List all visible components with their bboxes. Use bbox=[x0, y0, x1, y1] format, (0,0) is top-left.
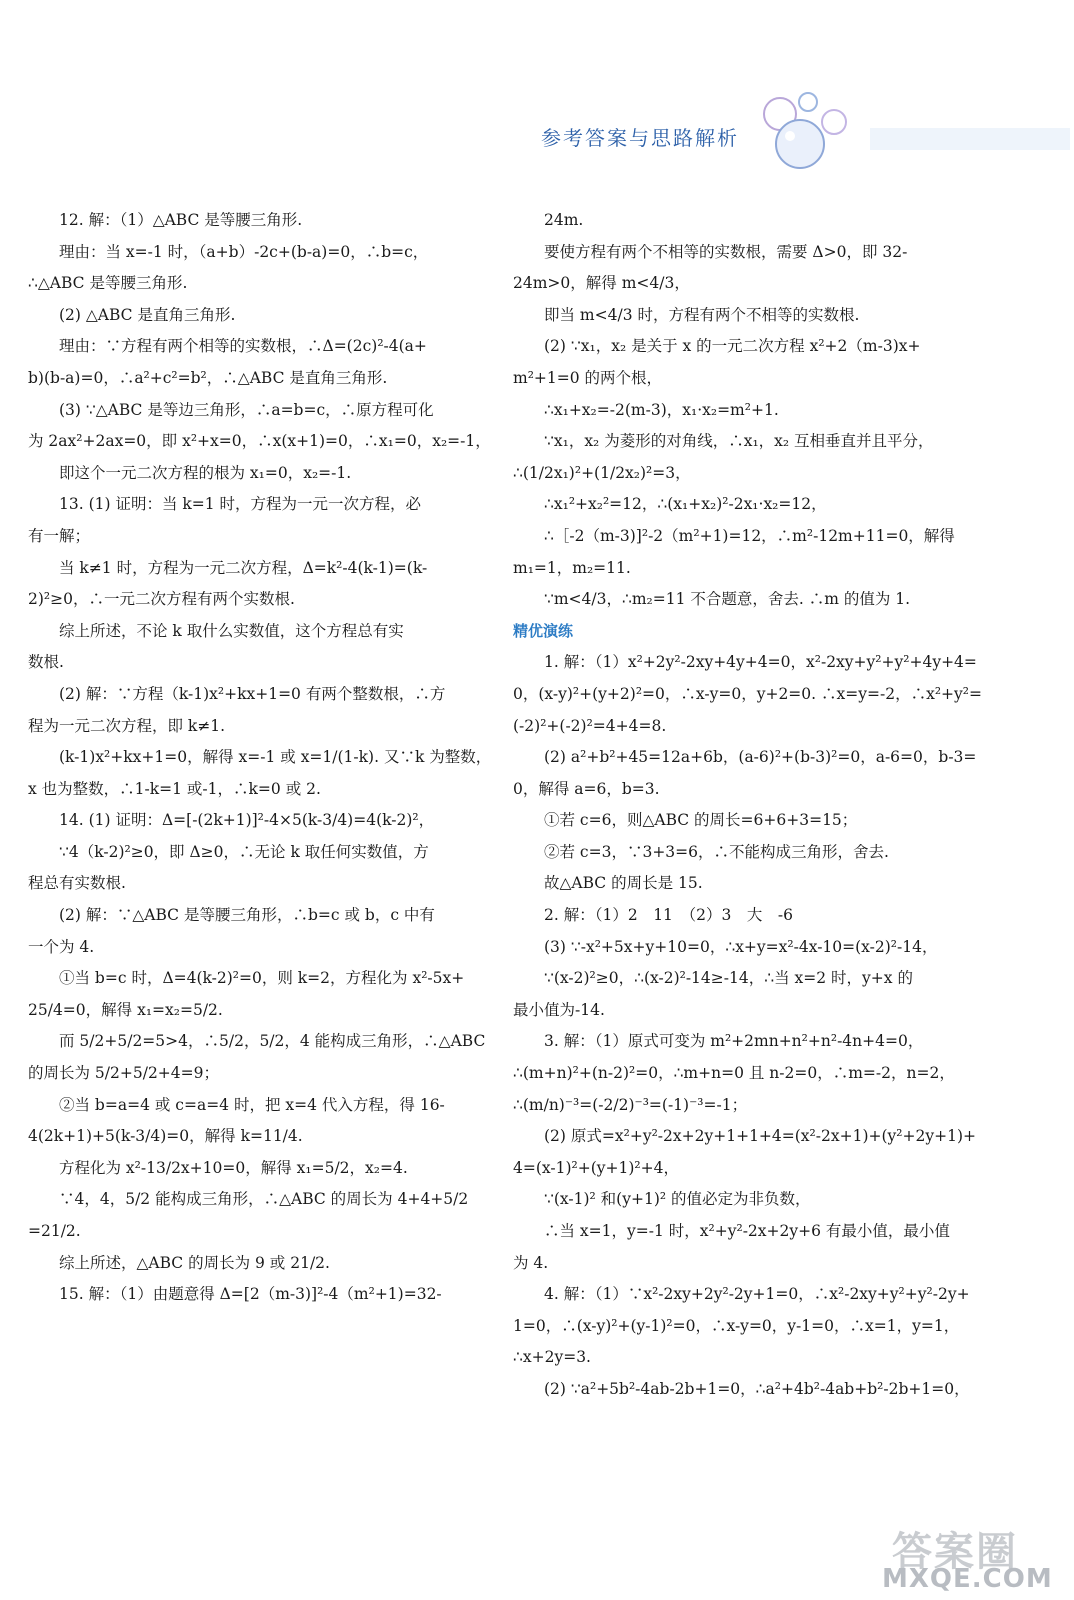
text-line: 数根. bbox=[28, 653, 64, 672]
left-column bbox=[28, 205, 492, 1311]
text-line: (k-1)x²+kx+1=0，解得 x=-1 或 x=1/(1-k). 又∵k 为整数， bbox=[59, 748, 492, 767]
text-line: (2) 解：∵△ABC 是等腰三角形，∴b=c 或 b，c 中有 bbox=[59, 906, 435, 925]
text-line: x 也为整数，∴1-k=1 或-1，∴k=0 或 2. bbox=[28, 779, 321, 798]
text-line: (2) a²+b²+45=12a+6b，(a-6)²+(b-3)²=0，a-6=0，b-3= bbox=[544, 748, 977, 767]
text-line: 故△ABC 的周长是 15. bbox=[544, 874, 703, 893]
text-line: 0，解得 a=6，b=3. bbox=[513, 779, 660, 798]
text-line: 4. 解：（1）∵x²-2xy+2y²-2y+1=0，∴x²-2xy+y²+y²-2y+ bbox=[544, 1285, 970, 1304]
text-line: ①若 c=6，则△ABC 的周长=6+6+3=15； bbox=[544, 811, 858, 830]
text-line: 4=(x-1)²+(y+1)²+4， bbox=[513, 1158, 679, 1177]
text-line: 25/4=0，解得 x₁=x₂=5/2. bbox=[28, 1000, 223, 1019]
text-line: 1=0，∴(x-y)²+(y-1)²=0，∴x-y=0，y-1=0，∴x=1，y=1， bbox=[513, 1316, 960, 1335]
watermark-site: MXQE.COM bbox=[882, 1564, 1053, 1594]
text-line: ∴x₁²+x₂²=12，∴(x₁+x₂)²-2x₁·x₂=12， bbox=[544, 495, 827, 514]
text-line: 即当 m<4/3 时，方程有两个不相等的实数根. bbox=[544, 305, 860, 324]
text-line: (2) ∵a²+5b²-4ab-2b+1=0，∴a²+4b²-4ab+b²-2b+1=0， bbox=[544, 1379, 970, 1398]
text-line: ∴(1/2x₁)²+(1/2x₂)²=3， bbox=[513, 463, 691, 482]
text-line: (3) ∵△ABC 是等边三角形，∴a=b=c，∴原方程可化 bbox=[59, 400, 434, 419]
text-line: 2)²≥0，∴一元二次方程有两个实数根. bbox=[28, 590, 295, 609]
text-line: 24m>0，解得 m<4/3， bbox=[513, 274, 690, 293]
text-line: ∴(m/n)⁻³=(-2/2)⁻³=(-1)⁻³=-1； bbox=[513, 1095, 748, 1114]
text-line: 当 k≠1 时，方程为一元二次方程，Δ=k²-4(k-1)=(k- bbox=[59, 558, 428, 577]
text-line: 综上所述，不论 k 取什么实数值，这个方程总有实 bbox=[59, 621, 404, 640]
text-line: 程总有实数根. bbox=[28, 874, 126, 893]
text-line: 为 2ax²+2ax=0，即 x²+x=0，∴x(x+1)=0，∴x₁=0，x₂=-1， bbox=[28, 432, 491, 451]
text-line: 即这个一元二次方程的根为 x₁=0，x₂=-1. bbox=[59, 463, 352, 482]
text-line: m²+1=0 的两个根， bbox=[513, 368, 663, 387]
text-line: 理由：∵方程有两个相等的实数根，∴Δ=(2c)²-4(a+ bbox=[59, 337, 427, 356]
text-line: 而 5/2+5/2=5>4，∴5/2，5/2，4 能构成三角形，∴△ABC bbox=[59, 1032, 486, 1051]
text-line: ②若 c=3，∵3+3=6，∴不能构成三角形，舍去. bbox=[544, 842, 889, 861]
text-line: 方程化为 x²-13/2x+10=0，解得 x₁=5/2，x₂=4. bbox=[59, 1158, 408, 1177]
text-line: 理由：当 x=-1 时，（a+b）-2c+(b-a)=0，∴b=c， bbox=[59, 242, 429, 261]
watermark-brand: 答案圈 bbox=[892, 1529, 1018, 1575]
text-line: ∴当 x=1，y=-1 时，x²+y²-2x+2y+6 有最小值，最小值 bbox=[544, 1222, 950, 1240]
section-title: 精优演练 bbox=[513, 621, 574, 640]
text-line: ∴x+2y=3. bbox=[513, 1348, 591, 1367]
text-line: 13. (1) 证明：当 k=1 时，方程为一元一次方程，必 bbox=[59, 495, 422, 514]
text-line: (2) △ABC 是直角三角形. bbox=[59, 305, 236, 324]
text-line: (-2)²+(-2)²=4+4=8. bbox=[513, 716, 667, 735]
text-line: 综上所述，△ABC 的周长为 9 或 21/2. bbox=[59, 1253, 330, 1272]
text-line: 14. (1) 证明：Δ=[-(2k+1)]²-4×5(k-3/4)=4(k-2)²， bbox=[59, 811, 435, 830]
text-line: 3. 解：（1）原式可变为 m²+2mn+n²+n²-4n+4=0， bbox=[544, 1032, 924, 1051]
text-line: 2. 解：（1）2 11 （2）3 大 -6 bbox=[544, 906, 793, 925]
text-line: ∵4，4，5/2 能构成三角形，∴△ABC 的周长为 4+4+5/2 bbox=[59, 1190, 469, 1209]
text-line: 一个为 4. bbox=[28, 937, 95, 956]
text-line: ∴△ABC 是等腰三角形. bbox=[28, 274, 188, 293]
text-line: =21/2. bbox=[28, 1222, 81, 1240]
text-line: (3) ∵-x²+5x+y+10=0，∴x+y=x²-4x-10=(x-2)²-14， bbox=[544, 937, 938, 956]
text-line: 最小值为-14. bbox=[513, 1000, 605, 1019]
text-line: 有一解； bbox=[28, 526, 91, 545]
text-line: 24m. bbox=[544, 211, 584, 229]
text-line: m₁=1，m₂=11. bbox=[513, 558, 631, 577]
text-line: 4(2k+1)+5(k-3/4)=0，解得 k=11/4. bbox=[28, 1127, 303, 1146]
text-line: 为 4. bbox=[513, 1253, 549, 1272]
text-line: ∴［-2（m-3)]²-2（m²+1)=12，∴m²-12m+11=0，解得 bbox=[544, 526, 955, 545]
header-title: 参考答案与思路解析 bbox=[541, 126, 739, 150]
text-line: 1. 解：（1）x²+2y²-2xy+4y+4=0，x²-2xy+y²+y²+4y+4= bbox=[544, 653, 977, 672]
text-line: 0，(x-y)²+(y+2)²=0，∴x-y=0，y+2=0. ∴x=y=-2，∴x²+y²= bbox=[513, 684, 982, 703]
text-line: (2) 原式=x²+y²-2x+2y+1+1+4=(x²-2x+1)+(y²+2y+1)+ bbox=[544, 1127, 976, 1146]
text-line: 要使方程有两个不相等的实数根，需要 Δ>0，即 32- bbox=[544, 242, 908, 261]
right-column bbox=[513, 205, 982, 1406]
text-line: ∵(x-1)² 和(y+1)² 的值必定为非负数， bbox=[544, 1190, 811, 1209]
text-line: (2) 解：∵方程（k-1)x²+kx+1=0 有两个整数根，∴方 bbox=[59, 684, 446, 703]
text-line: 12. 解：（1）△ABC 是等腰三角形. bbox=[59, 211, 303, 229]
text-line: ∵(x-2)²≥0，∴(x-2)²-14≥-14，∴当 x=2 时，y+x 的 bbox=[544, 969, 913, 988]
text-line: ②当 b=a=4 或 c=a=4 时，把 x=4 代入方程，得 16- bbox=[59, 1095, 445, 1114]
text-line: ∵4（k-2)²≥0，即 Δ≥0，∴无论 k 取任何实数值，方 bbox=[59, 842, 429, 861]
text-line: b)(b-a)=0，∴a²+c²=b²，∴△ABC 是直角三角形. bbox=[28, 368, 388, 387]
watermark bbox=[872, 1520, 1068, 1594]
text-line: ∵m<4/3，∴m₂=11 不合题意，舍去. ∴m 的值为 1. bbox=[544, 590, 911, 609]
text-line: ∴x₁+x₂=-2(m-3)，x₁·x₂=m²+1. bbox=[544, 400, 779, 419]
text-line: ①当 b=c 时，Δ=4(k-2)²=0，则 k=2，方程化为 x²-5x+ bbox=[59, 969, 465, 988]
text-line: 的周长为 5/2+5/2+4=9； bbox=[28, 1064, 220, 1083]
text-line: (2) ∵x₁，x₂ 是关于 x 的一元二次方程 x²+2（m-3)x+ bbox=[544, 337, 921, 356]
text-line: 程为一元二次方程，即 k≠1. bbox=[28, 716, 226, 735]
text-line: 15. 解：（1）由题意得 Δ=[2（m-3)]²-4（m²+1)=32- bbox=[59, 1285, 442, 1304]
bubble-decoration bbox=[760, 92, 1070, 182]
text-line: ∵x₁，x₂ 为菱形的对角线，∴x₁，x₂ 互相垂直并且平分， bbox=[544, 432, 934, 451]
text-line: ∴(m+n)²+(n-2)²=0，∴m+n=0 且 n-2=0，∴m=-2，n=2， bbox=[513, 1064, 955, 1083]
